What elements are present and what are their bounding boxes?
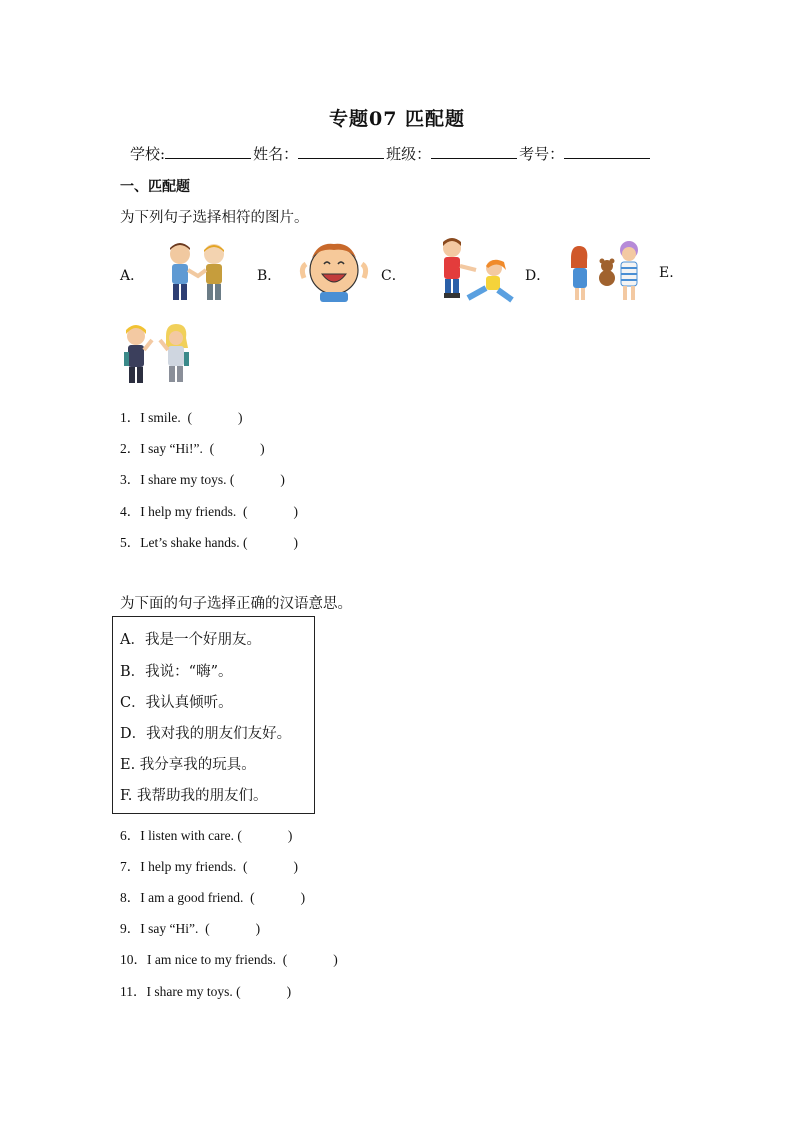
question-text: I help my friends. (140, 859, 237, 874)
choice-d: D．我对我的朋友们友好。 (120, 726, 292, 742)
section-heading: 一、匹配题 (120, 179, 190, 195)
picture-d-sharing-toy (565, 238, 647, 306)
answer-paren-close: ) (333, 952, 338, 967)
option-label-d: D． (525, 268, 551, 284)
question-number: 1． (120, 410, 141, 425)
option-label-b: B． (257, 268, 282, 284)
class-label: 班级： (386, 145, 432, 163)
question-number: 4． (120, 504, 141, 519)
question-text: I listen with care. (140, 828, 234, 843)
answer-paren-close: ) (287, 828, 293, 843)
class-blank[interactable] (431, 144, 517, 159)
question-2 (120, 437, 265, 457)
school-blank[interactable] (165, 144, 251, 159)
question-8 (120, 886, 305, 906)
question-9 (120, 917, 260, 937)
answer-paren-open: ( (242, 535, 248, 550)
picture-b-smiling-face (298, 238, 370, 304)
question-text: I help my friends. (140, 504, 237, 519)
answer-paren-close: ) (238, 410, 243, 425)
choice-e: E. 我分享我的玩具。 (120, 757, 256, 773)
part1-instruction: 为下列句子选择相符的图片。 (120, 210, 309, 226)
question-text: Let’s shake hands. (140, 535, 240, 550)
question-text: I share my toys. (146, 984, 233, 999)
question-text: I am a good friend. (140, 890, 244, 905)
question-number: 7． (120, 859, 141, 874)
answer-paren-open: ( (242, 504, 248, 519)
answer-paren-close: ) (286, 984, 292, 999)
answer-paren-close: ) (293, 535, 298, 550)
question-number: 9． (120, 921, 141, 936)
answer-paren-close: ) (300, 890, 306, 905)
choice-a: A．我是一个好朋友。 (120, 632, 261, 648)
answer-paren-close: ) (293, 859, 298, 874)
choice-c: C．我认真倾听。 (120, 695, 233, 711)
question-number: 3． (120, 472, 141, 487)
option-label-e: E. (659, 265, 674, 281)
number-label: 考号： (519, 145, 565, 163)
question-text: I share my toys. (140, 472, 227, 487)
answer-paren-open: ( (209, 441, 215, 456)
answer-paren-open: ( (187, 410, 192, 425)
answer-paren-open: ( (242, 859, 248, 874)
answer-paren-open: ( (282, 952, 288, 967)
question-number: 2． (120, 441, 141, 456)
answer-paren-open: ( (237, 828, 242, 843)
option-label-a: A． (120, 268, 145, 284)
question-number: 8． (120, 890, 141, 905)
choice-b: B．我说：“嗨”。 (120, 664, 233, 680)
answer-paren-close: ) (255, 921, 261, 936)
question-11 (120, 980, 291, 1000)
picture-c-helping-friend (432, 236, 518, 308)
question-5 (120, 531, 298, 551)
question-4 (120, 500, 298, 520)
student-info-line (130, 143, 652, 164)
question-text: I say “Hi”. (140, 921, 199, 936)
picture-e-saying-hi (118, 322, 200, 390)
question-3 (120, 468, 285, 488)
option-label-c: C． (381, 268, 406, 284)
number-blank[interactable] (564, 144, 650, 159)
question-text: I smile. (140, 410, 181, 425)
school-label: 学校: (130, 145, 166, 163)
question-7 (120, 855, 298, 875)
page-title: 专题07 匹配题 (328, 108, 466, 130)
choice-f: F. 我帮助我的朋友们。 (120, 788, 268, 804)
question-10 (120, 948, 338, 968)
question-number: 10． (120, 952, 147, 967)
answer-paren-open: ( (250, 890, 255, 905)
question-text: I say “Hi!”. (140, 441, 203, 456)
name-label: 姓名： (253, 145, 299, 163)
question-6 (120, 824, 292, 844)
question-1 (120, 406, 243, 426)
question-number: 11． (120, 984, 147, 999)
answer-paren-close: ) (293, 504, 298, 519)
question-number: 6． (120, 828, 141, 843)
question-number: 5． (120, 535, 141, 550)
answer-paren-open: ( (236, 984, 241, 999)
picture-a-handshake (160, 240, 236, 304)
answer-paren-close: ) (280, 472, 285, 487)
part2-instruction: 为下面的句子选择正确的汉语意思。 (120, 596, 352, 612)
question-text: I am nice to my friends. (147, 952, 276, 967)
answer-paren-close: ) (260, 441, 265, 456)
answer-paren-open: ( (205, 921, 210, 936)
name-blank[interactable] (298, 144, 384, 159)
answer-paren-open: ( (229, 472, 235, 487)
